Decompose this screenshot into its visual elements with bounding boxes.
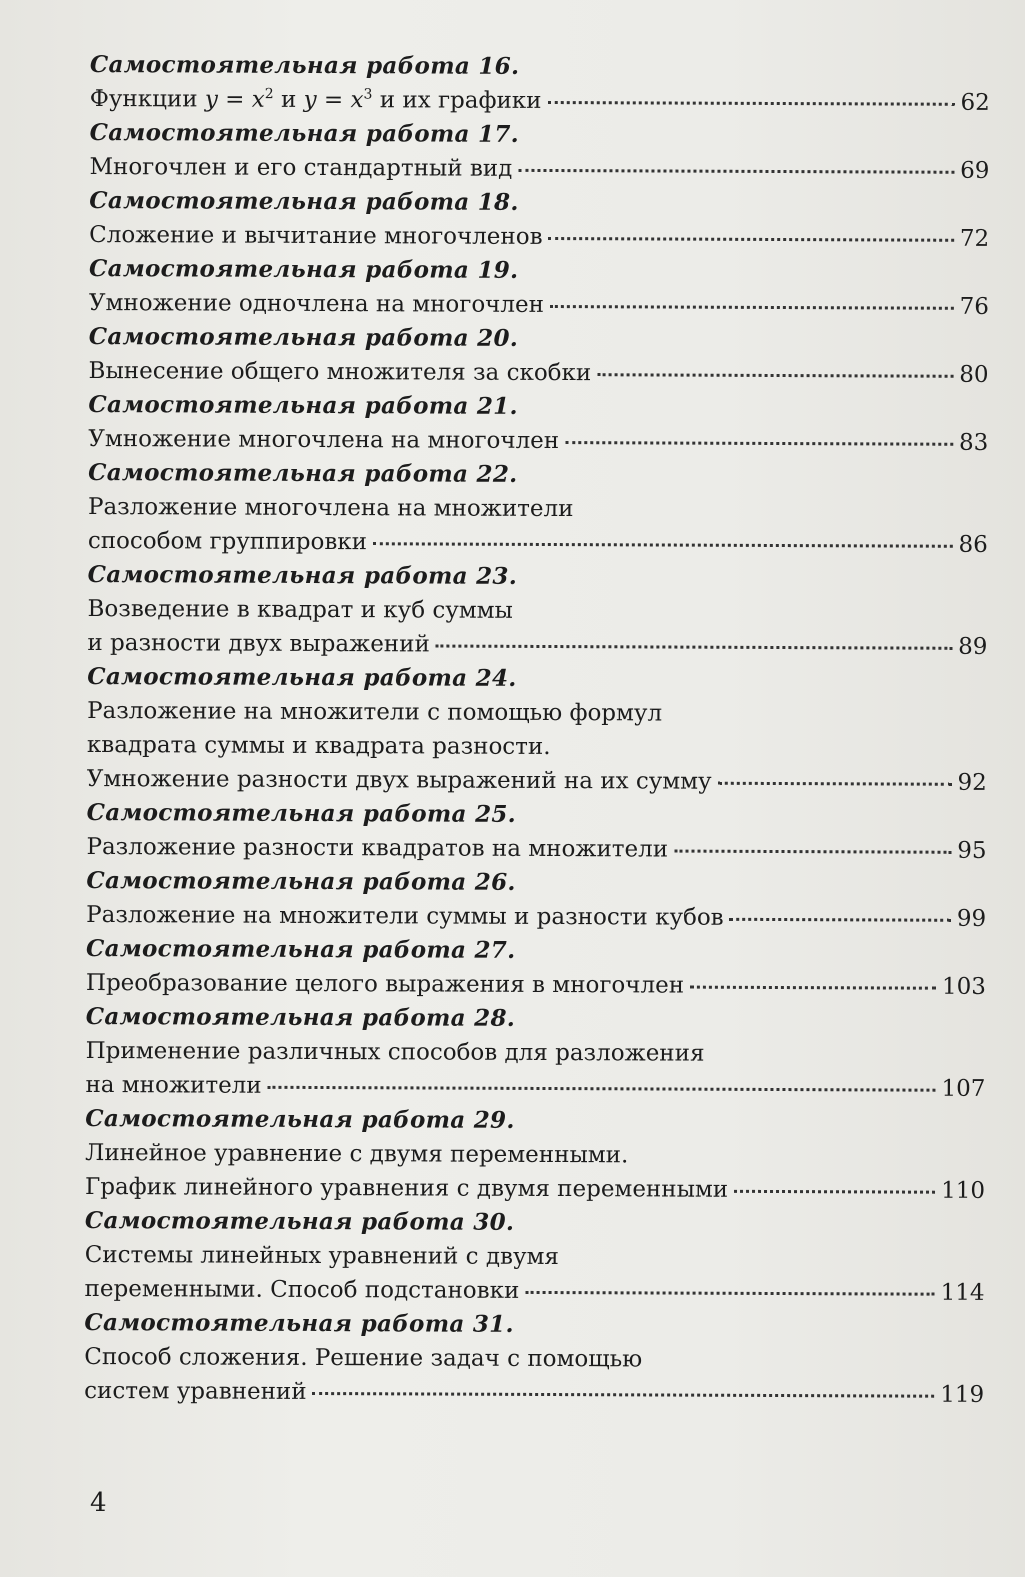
- dot-leader: [518, 169, 954, 174]
- page-number: 72: [959, 225, 990, 252]
- toc-entry: [89, 286, 989, 324]
- page-folio: 4: [90, 1488, 107, 1518]
- page-number: 119: [940, 1381, 985, 1408]
- dot-leader: [313, 1392, 935, 1398]
- toc-entry: [89, 150, 989, 188]
- page-number: 69: [960, 157, 990, 184]
- entry-title: Вынесение общего множителя за скобки: [88, 357, 592, 387]
- dot-leader: [548, 101, 955, 106]
- entry-title: способом группировки: [87, 527, 368, 556]
- entry-title: Преобразование целого выражения в многочлен: [85, 969, 685, 999]
- entry-title: квадрата суммы и квадрата разности.: [86, 731, 551, 761]
- entry-title: Применение различных способов для разложения: [85, 1037, 705, 1067]
- work-heading: Самостоятельная работа 19.: [88, 254, 519, 284]
- work-heading: Самостоятельная работа 31.: [84, 1308, 514, 1338]
- toc-entry-line: [87, 592, 987, 630]
- page-number: 114: [940, 1279, 985, 1306]
- toc-entry: [85, 1272, 985, 1310]
- toc-entry: [89, 354, 989, 392]
- toc-entry-line: [85, 1136, 985, 1174]
- work-heading: Самостоятельная работа 25.: [86, 798, 517, 828]
- dot-leader: [373, 542, 953, 548]
- page-number: 80: [959, 361, 989, 388]
- dot-leader: [268, 1086, 936, 1092]
- dot-leader: [550, 305, 954, 310]
- entry-title: Функции $y = x^2$ и $y = x^3$ и их графики: [89, 85, 542, 114]
- entry-title: Разложение на множители суммы и разности кубов: [86, 901, 724, 931]
- toc-entry: [87, 762, 987, 800]
- page-number: 110: [941, 1177, 986, 1204]
- page-number: 62: [960, 89, 990, 116]
- entry-title: Разложение на множители с помощью формул: [87, 697, 663, 727]
- toc-entry-line: [84, 1340, 984, 1378]
- toc-entry: [88, 524, 988, 562]
- entry-title: систем уравнений: [84, 1377, 307, 1405]
- toc-entry: [84, 1374, 984, 1412]
- page-number: 103: [941, 973, 986, 1000]
- toc-entry: [85, 1170, 985, 1208]
- toc-entry: [85, 1068, 985, 1106]
- dot-leader: [730, 918, 951, 922]
- dot-leader: [436, 645, 952, 650]
- work-heading: Самостоятельная работа 26.: [86, 866, 516, 896]
- work-heading: Самостоятельная работа 20.: [88, 322, 519, 352]
- dot-leader: [549, 237, 954, 242]
- entry-title: Сложение и вычитание многочленов: [89, 221, 543, 250]
- toc-entry-line: [88, 490, 988, 528]
- toc-entry-line: [85, 1238, 985, 1276]
- entry-title: Умножение многочлена на многочлен: [88, 425, 560, 455]
- toc-entry-line: [86, 1034, 986, 1072]
- entry-title: Умножение разности двух выражений на их сумму: [86, 765, 712, 795]
- dot-leader: [718, 782, 952, 786]
- entry-title: Умножение одночлена на многочлен: [88, 289, 545, 318]
- entry-title: на множители: [85, 1071, 262, 1099]
- work-heading: Самостоятельная работа 22.: [88, 458, 518, 488]
- page-number: 95: [957, 837, 987, 864]
- entry-title: Системы линейных уравнений с двумя: [84, 1241, 559, 1271]
- work-heading: Самостоятельная работа 17.: [89, 118, 520, 148]
- work-heading: Самостоятельная работа 29.: [85, 1104, 515, 1134]
- page-number: 92: [957, 769, 987, 796]
- dot-leader: [565, 441, 953, 446]
- toc-entry: [87, 626, 987, 664]
- toc-entry: [86, 898, 986, 936]
- work-heading: Самостоятельная работа 24.: [87, 662, 517, 692]
- toc-entry: [90, 82, 990, 120]
- work-heading: Самостоятельная работа 23.: [87, 560, 518, 590]
- toc-entry: [86, 966, 986, 1004]
- entry-title: График линейного уравнения с двумя переменными: [84, 1173, 729, 1203]
- page-number: 86: [958, 531, 988, 558]
- entry-title: Разложение многочлена на множители: [87, 493, 574, 523]
- page-number: 107: [941, 1075, 986, 1102]
- dot-leader: [597, 373, 953, 378]
- work-heading: Самостоятельная работа 28.: [85, 1002, 516, 1032]
- work-heading: Самостоятельная работа 16.: [89, 50, 520, 80]
- page-number: 99: [956, 905, 987, 932]
- toc-entry-line: [87, 694, 987, 732]
- dot-leader: [525, 1291, 934, 1296]
- entry-title: Разложение разности квадратов на множители: [86, 833, 669, 863]
- dot-leader: [674, 850, 951, 854]
- dot-leader: [734, 1190, 935, 1194]
- entry-title: Возведение в квадрат и куб суммы: [87, 595, 513, 624]
- page-number: 89: [958, 633, 988, 660]
- entry-title: Многочлен и его стандартный вид: [89, 153, 513, 182]
- toc-entry-line: [87, 728, 987, 766]
- dot-leader: [690, 986, 936, 990]
- table-of-contents: [84, 48, 990, 1412]
- page-number: 83: [958, 429, 989, 456]
- work-heading: Самостоятельная работа 21.: [88, 390, 518, 420]
- work-heading: Самостоятельная работа 18.: [89, 186, 519, 216]
- work-heading: Самостоятельная работа 27.: [86, 934, 516, 964]
- entry-title: Способ сложения. Решение задач с помощью: [84, 1343, 643, 1373]
- toc-entry: [89, 218, 989, 256]
- entry-title: Линейное уравнение с двумя переменными.: [85, 1139, 629, 1169]
- work-heading: Самостоятельная работа 30.: [84, 1206, 515, 1236]
- toc-entry: [86, 830, 986, 868]
- entry-title: переменными. Способ подстановки: [84, 1275, 520, 1304]
- toc-entry: [88, 422, 988, 460]
- page-number: 76: [959, 293, 989, 320]
- entry-title: и разности двух выражений: [87, 629, 430, 658]
